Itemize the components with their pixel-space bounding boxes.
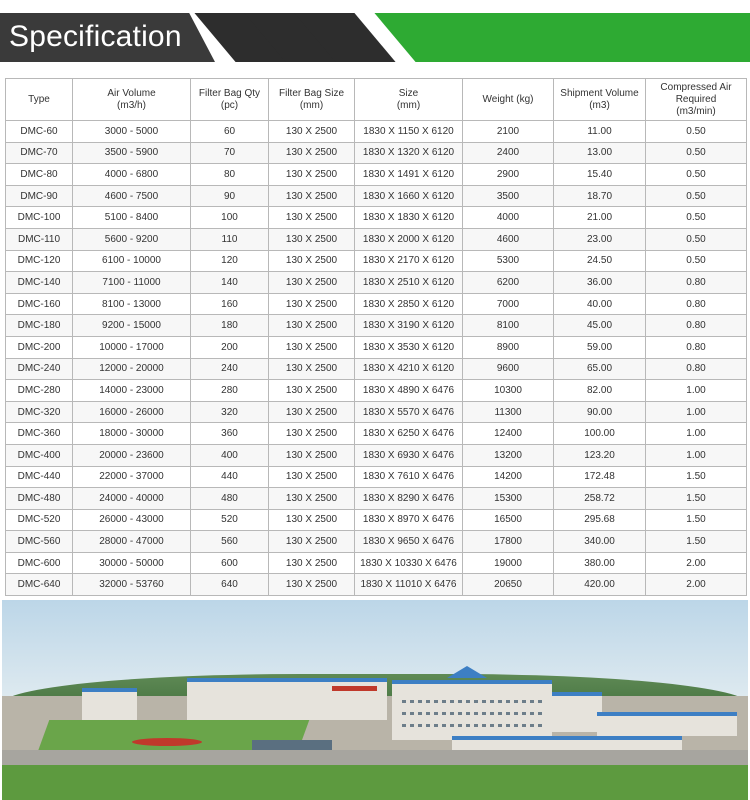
table-cell: 28000 - 47000	[73, 531, 191, 553]
table-cell: 1830 X 6250 X 6476	[355, 423, 463, 445]
column-header	[73, 79, 191, 121]
table-cell: 130 X 2500	[269, 466, 355, 488]
table-cell: 7000	[463, 293, 554, 315]
table-cell: 0.50	[646, 185, 747, 207]
table-cell: 4600	[463, 228, 554, 250]
table-cell: DMC-80	[6, 164, 73, 186]
table-cell: 1830 X 2170 X 6120	[355, 250, 463, 272]
table-cell: 10000 - 17000	[73, 336, 191, 358]
table-cell: 1830 X 1830 X 6120	[355, 207, 463, 229]
table-cell: 130 X 2500	[269, 574, 355, 596]
table-cell: 4600 - 7500	[73, 185, 191, 207]
table-cell: 1830 X 1491 X 6120	[355, 164, 463, 186]
table-cell: 14200	[463, 466, 554, 488]
table-cell: DMC-280	[6, 380, 73, 402]
table-row	[6, 164, 747, 186]
table-row	[6, 444, 747, 466]
table-cell: 130 X 2500	[269, 293, 355, 315]
table-cell: 130 X 2500	[269, 336, 355, 358]
table-cell: 240	[191, 358, 269, 380]
table-cell: 400	[191, 444, 269, 466]
table-cell: 0.80	[646, 358, 747, 380]
table-cell: 1.50	[646, 531, 747, 553]
table-cell: 5100 - 8400	[73, 207, 191, 229]
table-cell: 11300	[463, 401, 554, 423]
table-cell: 6200	[463, 272, 554, 294]
table-cell: 16000 - 26000	[73, 401, 191, 423]
table-cell: 18000 - 30000	[73, 423, 191, 445]
table-cell: 17800	[463, 531, 554, 553]
column-header-label: Shipment Volume	[560, 87, 639, 99]
table-cell: 82.00	[554, 380, 646, 402]
table-cell: 65.00	[554, 358, 646, 380]
table-cell: DMC-600	[6, 552, 73, 574]
column-header	[6, 79, 73, 121]
column-header	[646, 79, 747, 121]
table-cell: 130 X 2500	[269, 358, 355, 380]
column-header-label: Type	[28, 93, 50, 105]
column-header-unit: (mm)	[299, 99, 324, 111]
table-cell: 340.00	[554, 531, 646, 553]
table-row	[6, 315, 747, 337]
table-cell: 18.70	[554, 185, 646, 207]
table-cell: 520	[191, 509, 269, 531]
table-cell: 1830 X 3190 X 6120	[355, 315, 463, 337]
table-header-row	[6, 79, 747, 121]
table-cell: 8100	[463, 315, 554, 337]
table-cell: 45.00	[554, 315, 646, 337]
table-row	[6, 509, 747, 531]
table-cell: 5300	[463, 250, 554, 272]
table-cell: 1.00	[646, 444, 747, 466]
table-cell: DMC-640	[6, 574, 73, 596]
table-row	[6, 401, 747, 423]
table-cell: 130 X 2500	[269, 164, 355, 186]
table-cell: 70	[191, 142, 269, 164]
column-header-label: Compressed Air Required	[660, 81, 732, 105]
column-header-label: Filter Bag Size	[278, 87, 345, 99]
table-cell: 1830 X 7610 X 6476	[355, 466, 463, 488]
column-header	[191, 79, 269, 121]
table-cell: 24000 - 40000	[73, 488, 191, 510]
table-row	[6, 207, 747, 229]
table-cell: 130 X 2500	[269, 142, 355, 164]
table-cell: 1.00	[646, 423, 747, 445]
table-cell: 2.00	[646, 574, 747, 596]
table-cell: 1.00	[646, 380, 747, 402]
table-cell: 26000 - 43000	[73, 509, 191, 531]
table-cell: 1830 X 9650 X 6476	[355, 531, 463, 553]
table-cell: 90	[191, 185, 269, 207]
table-cell: DMC-110	[6, 228, 73, 250]
column-header-unit: (m3/h)	[117, 99, 146, 111]
table-cell: 130 X 2500	[269, 531, 355, 553]
table-cell: 0.50	[646, 142, 747, 164]
table-cell: 2900	[463, 164, 554, 186]
table-cell: 5600 - 9200	[73, 228, 191, 250]
table-cell: 130 X 2500	[269, 315, 355, 337]
table-cell: 0.80	[646, 272, 747, 294]
table-cell: 200	[191, 336, 269, 358]
table-cell: DMC-240	[6, 358, 73, 380]
table-cell: 13200	[463, 444, 554, 466]
table-cell: 3500	[463, 185, 554, 207]
table-cell: 80	[191, 164, 269, 186]
table-cell: DMC-60	[6, 121, 73, 143]
table-cell: 8100 - 13000	[73, 293, 191, 315]
table-row	[6, 121, 747, 143]
table-cell: 19000	[463, 552, 554, 574]
table-cell: 40.00	[554, 293, 646, 315]
table-cell: 120	[191, 250, 269, 272]
table-cell: 1830 X 3530 X 6120	[355, 336, 463, 358]
table-cell: 2100	[463, 121, 554, 143]
table-body	[6, 121, 747, 596]
table-cell: 0.50	[646, 164, 747, 186]
table-cell: 16500	[463, 509, 554, 531]
column-header-unit: (pc)	[220, 99, 239, 111]
table-cell: 130 X 2500	[269, 250, 355, 272]
table-cell: 9200 - 15000	[73, 315, 191, 337]
table-cell: 1830 X 10330 X 6476	[355, 552, 463, 574]
table-cell: 1830 X 1660 X 6120	[355, 185, 463, 207]
table-cell: 12400	[463, 423, 554, 445]
column-header	[355, 79, 463, 121]
table-row	[6, 488, 747, 510]
table-row	[6, 380, 747, 402]
table-cell: DMC-140	[6, 272, 73, 294]
table-cell: 59.00	[554, 336, 646, 358]
table-cell: 0.50	[646, 250, 747, 272]
table-cell: 130 X 2500	[269, 509, 355, 531]
table-row	[6, 466, 747, 488]
table-cell: 8900	[463, 336, 554, 358]
table-cell: 360	[191, 423, 269, 445]
table-cell: DMC-70	[6, 142, 73, 164]
table-row	[6, 358, 747, 380]
table-cell: 20650	[463, 574, 554, 596]
table-cell: 2400	[463, 142, 554, 164]
table-cell: 130 X 2500	[269, 207, 355, 229]
section-banner	[0, 0, 750, 62]
table-cell: 420.00	[554, 574, 646, 596]
table-cell: 6100 - 10000	[73, 250, 191, 272]
table-row	[6, 531, 747, 553]
column-header-unit: (m3/min)	[676, 105, 716, 117]
table-cell: DMC-100	[6, 207, 73, 229]
table-cell: 180	[191, 315, 269, 337]
table-cell: 1.50	[646, 509, 747, 531]
table-cell: 0.50	[646, 121, 747, 143]
table-cell: 1830 X 8290 X 6476	[355, 488, 463, 510]
table-cell: DMC-560	[6, 531, 73, 553]
table-cell: 1830 X 8970 X 6476	[355, 509, 463, 531]
table-cell: 130 X 2500	[269, 488, 355, 510]
table-cell: 1.50	[646, 488, 747, 510]
table-cell: 172.48	[554, 466, 646, 488]
table-cell: DMC-400	[6, 444, 73, 466]
table-cell: 130 X 2500	[269, 228, 355, 250]
table-cell: 600	[191, 552, 269, 574]
table-row	[6, 185, 747, 207]
table-cell: 10300	[463, 380, 554, 402]
table-cell: 32000 - 53760	[73, 574, 191, 596]
table-row	[6, 423, 747, 445]
table-cell: 2.00	[646, 552, 747, 574]
table-cell: 130 X 2500	[269, 401, 355, 423]
page-title: Specification	[9, 20, 182, 53]
table-cell: 4000 - 6800	[73, 164, 191, 186]
table-cell: 3000 - 5000	[73, 121, 191, 143]
table-cell: 1830 X 5570 X 6476	[355, 401, 463, 423]
table-cell: 130 X 2500	[269, 380, 355, 402]
table-cell: 280	[191, 380, 269, 402]
table-cell: 1.50	[646, 466, 747, 488]
table-cell: 130 X 2500	[269, 423, 355, 445]
table-cell: 24.50	[554, 250, 646, 272]
table-cell: 14000 - 23000	[73, 380, 191, 402]
table-cell: 60	[191, 121, 269, 143]
table-cell: 13.00	[554, 142, 646, 164]
table-cell: 1830 X 11010 X 6476	[355, 574, 463, 596]
table-cell: 0.50	[646, 207, 747, 229]
table-row	[6, 228, 747, 250]
table-cell: 4000	[463, 207, 554, 229]
factory-photo	[2, 600, 748, 800]
table-cell: 380.00	[554, 552, 646, 574]
table-cell: 560	[191, 531, 269, 553]
column-header	[269, 79, 355, 121]
table-cell: 30000 - 50000	[73, 552, 191, 574]
table-row	[6, 293, 747, 315]
green-band-right	[440, 13, 750, 62]
table-cell: 258.72	[554, 488, 646, 510]
column-header-unit: (m3)	[589, 99, 610, 111]
table-cell: 15300	[463, 488, 554, 510]
table-cell: DMC-200	[6, 336, 73, 358]
table-cell: 15.40	[554, 164, 646, 186]
table-cell: DMC-180	[6, 315, 73, 337]
table-cell: 130 X 2500	[269, 552, 355, 574]
table-row	[6, 552, 747, 574]
table-cell: DMC-480	[6, 488, 73, 510]
table-cell: 12000 - 20000	[73, 358, 191, 380]
table-cell: 0.80	[646, 315, 747, 337]
table-row	[6, 250, 747, 272]
table-cell: 0.80	[646, 293, 747, 315]
column-header-label: Size	[398, 87, 419, 99]
table-cell: 130 X 2500	[269, 121, 355, 143]
table-cell: 160	[191, 293, 269, 315]
table-cell: DMC-320	[6, 401, 73, 423]
table-cell: 320	[191, 401, 269, 423]
column-header-label: Air Volume	[107, 87, 156, 99]
table-cell: 1830 X 2000 X 6120	[355, 228, 463, 250]
table-cell: 11.00	[554, 121, 646, 143]
table-cell: 90.00	[554, 401, 646, 423]
table-cell: DMC-90	[6, 185, 73, 207]
table-cell: 440	[191, 466, 269, 488]
table-cell: 21.00	[554, 207, 646, 229]
table-cell: 1830 X 4210 X 6120	[355, 358, 463, 380]
table-cell: 1830 X 6930 X 6476	[355, 444, 463, 466]
table-cell: DMC-360	[6, 423, 73, 445]
table-cell: DMC-120	[6, 250, 73, 272]
table-cell: 20000 - 23600	[73, 444, 191, 466]
table-cell: 123.20	[554, 444, 646, 466]
table-cell: DMC-520	[6, 509, 73, 531]
column-header-label: Weight (kg)	[482, 93, 534, 105]
table-cell: 1830 X 1320 X 6120	[355, 142, 463, 164]
table-cell: 100	[191, 207, 269, 229]
table-cell: DMC-440	[6, 466, 73, 488]
table-cell: 9600	[463, 358, 554, 380]
table-cell: 3500 - 5900	[73, 142, 191, 164]
table-row	[6, 336, 747, 358]
table-cell: 130 X 2500	[269, 185, 355, 207]
table-cell: 140	[191, 272, 269, 294]
column-header	[463, 79, 554, 121]
table-cell: 640	[191, 574, 269, 596]
table-cell: 7100 - 11000	[73, 272, 191, 294]
table-cell: 1830 X 4890 X 6476	[355, 380, 463, 402]
table-cell: 23.00	[554, 228, 646, 250]
table-cell: 100.00	[554, 423, 646, 445]
table-cell: 22000 - 37000	[73, 466, 191, 488]
table-row	[6, 272, 747, 294]
table-cell: 110	[191, 228, 269, 250]
table-cell: 1830 X 2510 X 6120	[355, 272, 463, 294]
column-header-label: Filter Bag Qty	[198, 87, 261, 99]
table-cell: 0.80	[646, 336, 747, 358]
table-cell: 295.68	[554, 509, 646, 531]
table-cell: 0.50	[646, 228, 747, 250]
table-cell: 1.00	[646, 401, 747, 423]
column-header	[554, 79, 646, 121]
column-header-unit: (mm)	[396, 99, 421, 111]
table-row	[6, 142, 747, 164]
table-cell: 130 X 2500	[269, 272, 355, 294]
table-row	[6, 574, 747, 596]
table-cell: 480	[191, 488, 269, 510]
specification-table	[5, 78, 747, 596]
table-cell: 36.00	[554, 272, 646, 294]
table-cell: 130 X 2500	[269, 444, 355, 466]
table-cell: 1830 X 2850 X 6120	[355, 293, 463, 315]
table-cell: 1830 X 1150 X 6120	[355, 121, 463, 143]
table-cell: DMC-160	[6, 293, 73, 315]
